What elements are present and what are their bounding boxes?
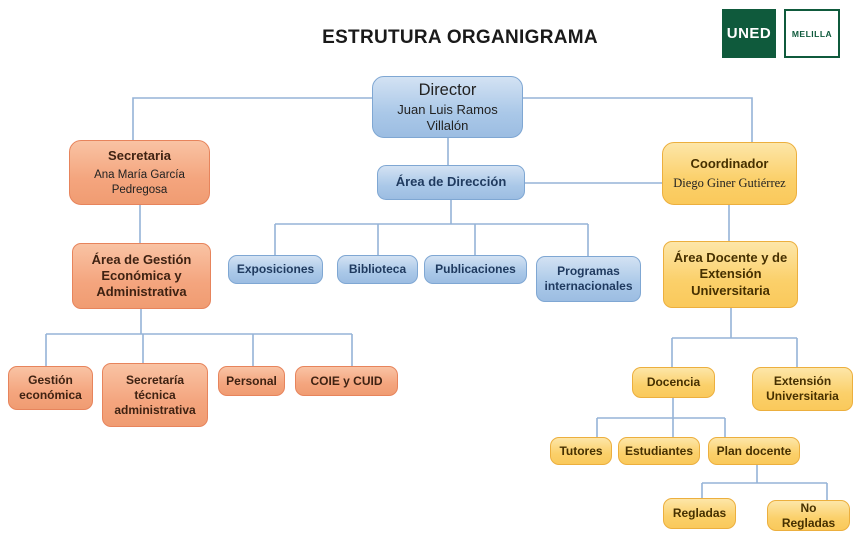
- node-regladas: Regladas: [663, 498, 736, 529]
- node-gestion-economica: Gestión económica: [8, 366, 93, 410]
- node-tutores: Tutores: [550, 437, 612, 465]
- node-area-direccion: Área de Dirección: [377, 165, 525, 200]
- node-exposiciones: Exposiciones: [228, 255, 323, 284]
- node-biblioteca: Biblioteca: [337, 255, 418, 284]
- node-coie-cuid: COIE y CUID: [295, 366, 398, 396]
- node-secretaria: Secretaria Ana María García Pedregosa: [69, 140, 210, 205]
- node-estudiantes: Estudiantes: [618, 437, 700, 465]
- node-area-docente: Área Docente y de Extensión Universitaria: [663, 241, 798, 308]
- node-personal: Personal: [218, 366, 285, 396]
- node-area-gestion: Área de Gestión Económica y Administrativa: [72, 243, 211, 309]
- uned-logo-mark: UNED: [722, 9, 776, 58]
- node-publicaciones: Publicaciones: [424, 255, 527, 284]
- node-no-regladas: No Regladas: [767, 500, 850, 531]
- node-docencia: Docencia: [632, 367, 715, 398]
- page-title: ESTRUTURA ORGANIGRAMA: [322, 27, 598, 48]
- node-programas-internacionales: Programas internacionales: [536, 256, 641, 302]
- node-plan-docente: Plan docente: [708, 437, 800, 465]
- node-extension-universitaria: Extensión Universitaria: [752, 367, 853, 411]
- node-secretaria-tecnica: Secretaría técnica administrativa: [102, 363, 208, 427]
- melilla-badge: MELILLA: [784, 9, 840, 58]
- node-director: Director Juan Luis Ramos Villalón: [372, 76, 523, 138]
- node-coordinador: Coordinador Diego Giner Gutiérrez: [662, 142, 797, 205]
